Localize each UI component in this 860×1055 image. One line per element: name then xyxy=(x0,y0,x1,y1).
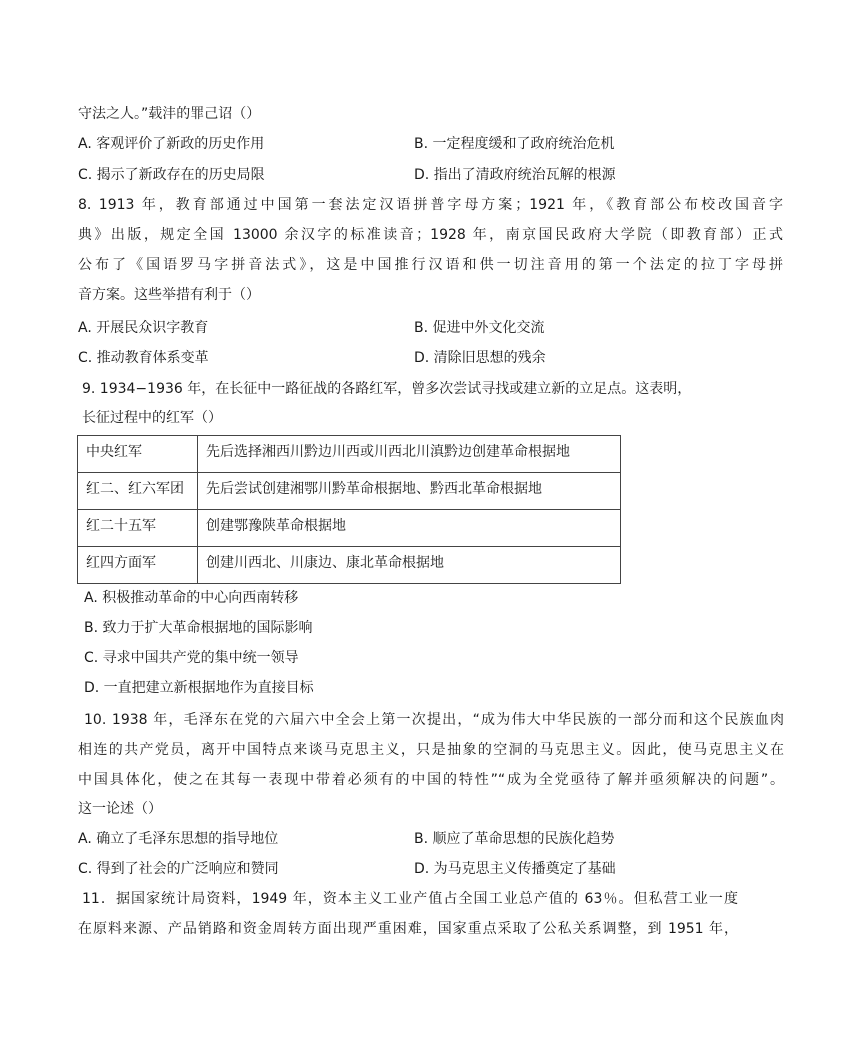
q10-stem-line-1: 10. 1938 年，毛泽东在党的六届六中全会上第一次提出，“成为伟大中华民族的一部分而和这个民族血肉 xyxy=(84,712,784,728)
table-row xyxy=(78,473,621,510)
q8-option-a: A. 开展民众识字教育 xyxy=(78,320,209,336)
q10-option-c: C. 得到了社会的广泛响应和赞同 xyxy=(78,861,279,877)
army-name-cell: 红二十五军 xyxy=(78,510,198,547)
q7-option-b: B. 一定程度缓和了政府统治危机 xyxy=(414,136,615,152)
table-row xyxy=(78,436,621,473)
q9-option-d: D. 一直把建立新根据地作为直接目标 xyxy=(84,680,314,696)
q10-option-d: D. 为马克思主义传播奠定了基础 xyxy=(414,861,616,877)
q8-option-c: C. 推动教育体系变革 xyxy=(78,350,209,366)
q10-option-b: B. 顺应了革命思想的民族化趋势 xyxy=(414,831,615,847)
q10-option-a: A. 确立了毛泽东思想的指导地位 xyxy=(78,831,279,847)
q11-stem-line-1: 11．据国家统计局资料，1949 年，资本主义工业产值占全国工业总产值的 63％。但私营工业一度 xyxy=(82,891,738,907)
q8-stem-line-4: 音方案。这些举措有利于（） xyxy=(78,287,260,303)
army-description-cell: 创建鄂豫陕革命根据地 xyxy=(198,510,621,547)
q10-stem-line-4: 这一论述（） xyxy=(78,801,162,817)
q8-stem-line-3: 公布了《国语罗马字拼音法式》，这是中国推行汉语和供一切注音用的第一个法定的拉丁字母拼 xyxy=(78,257,783,273)
army-description-cell: 创建川西北、川康边、康北革命根据地 xyxy=(198,547,621,584)
army-name-cell: 红二、红六军团 xyxy=(78,473,198,510)
army-name-cell: 中央红军 xyxy=(78,436,198,473)
q9-army-table xyxy=(77,435,621,584)
q7-stem-tail: 守法之人。”载沣的罪己诏（） xyxy=(78,106,261,122)
q11-stem-line-2: 在原料来源、产品销路和资金周转方面出现严重困难，国家重点采取了公私关系调整，到 1951 年， xyxy=(78,921,738,937)
q9-option-c: C. 寻求中国共产党的集中统一领导 xyxy=(84,650,299,666)
q10-stem-line-3: 中国具体化，使之在其每一表现中带着必须有的中国的特性”“成为全党亟待了解并亟须解决的问题”。 xyxy=(78,772,784,788)
q7-option-d: D. 指出了清政府统治瓦解的根源 xyxy=(414,167,616,183)
table-row xyxy=(78,547,621,584)
q9-stem-line-1: 9. 1934−1936 年，在长征中一路征战的各路红军，曾多次尝试寻找或建立新的立足点。这表明， xyxy=(82,381,692,397)
table-row xyxy=(78,510,621,547)
army-description-cell: 先后尝试创建湘鄂川黔革命根据地、黔西北革命根据地 xyxy=(198,473,621,510)
q7-option-c: C. 揭示了新政存在的历史局限 xyxy=(78,167,265,183)
q7-option-a: A. 客观评价了新政的历史作用 xyxy=(78,136,265,152)
army-name-cell: 红四方面军 xyxy=(78,547,198,584)
q9-option-a: A. 积极推动革命的中心向西南转移 xyxy=(84,590,299,606)
q9-option-b: B. 致力于扩大革命根据地的国际影响 xyxy=(84,620,313,636)
q8-stem-line-2: 典》出版，规定全国 13000 余汉字的标准读音；1928 年，南京国民政府大学院（即教育部）正式 xyxy=(78,227,783,243)
army-description-cell: 先后选择湘西川黔边川西或川西北川滇黔边创建革命根据地 xyxy=(198,436,621,473)
q8-option-b: B. 促进中外文化交流 xyxy=(414,320,545,336)
q9-stem-line-2: 长征过程中的红军（） xyxy=(82,410,222,426)
q8-option-d: D. 清除旧思想的残余 xyxy=(414,350,546,366)
q10-stem-line-2: 相连的共产党员，离开中国特点来谈马克思主义，只是抽象的空洞的马克思主义。因此，使马克思主义在 xyxy=(78,742,784,758)
q8-stem-line-1: 8. 1913 年，教育部通过中国第一套法定汉语拼普字母方案；1921 年，《教育部公布校改国音字 xyxy=(78,197,783,213)
